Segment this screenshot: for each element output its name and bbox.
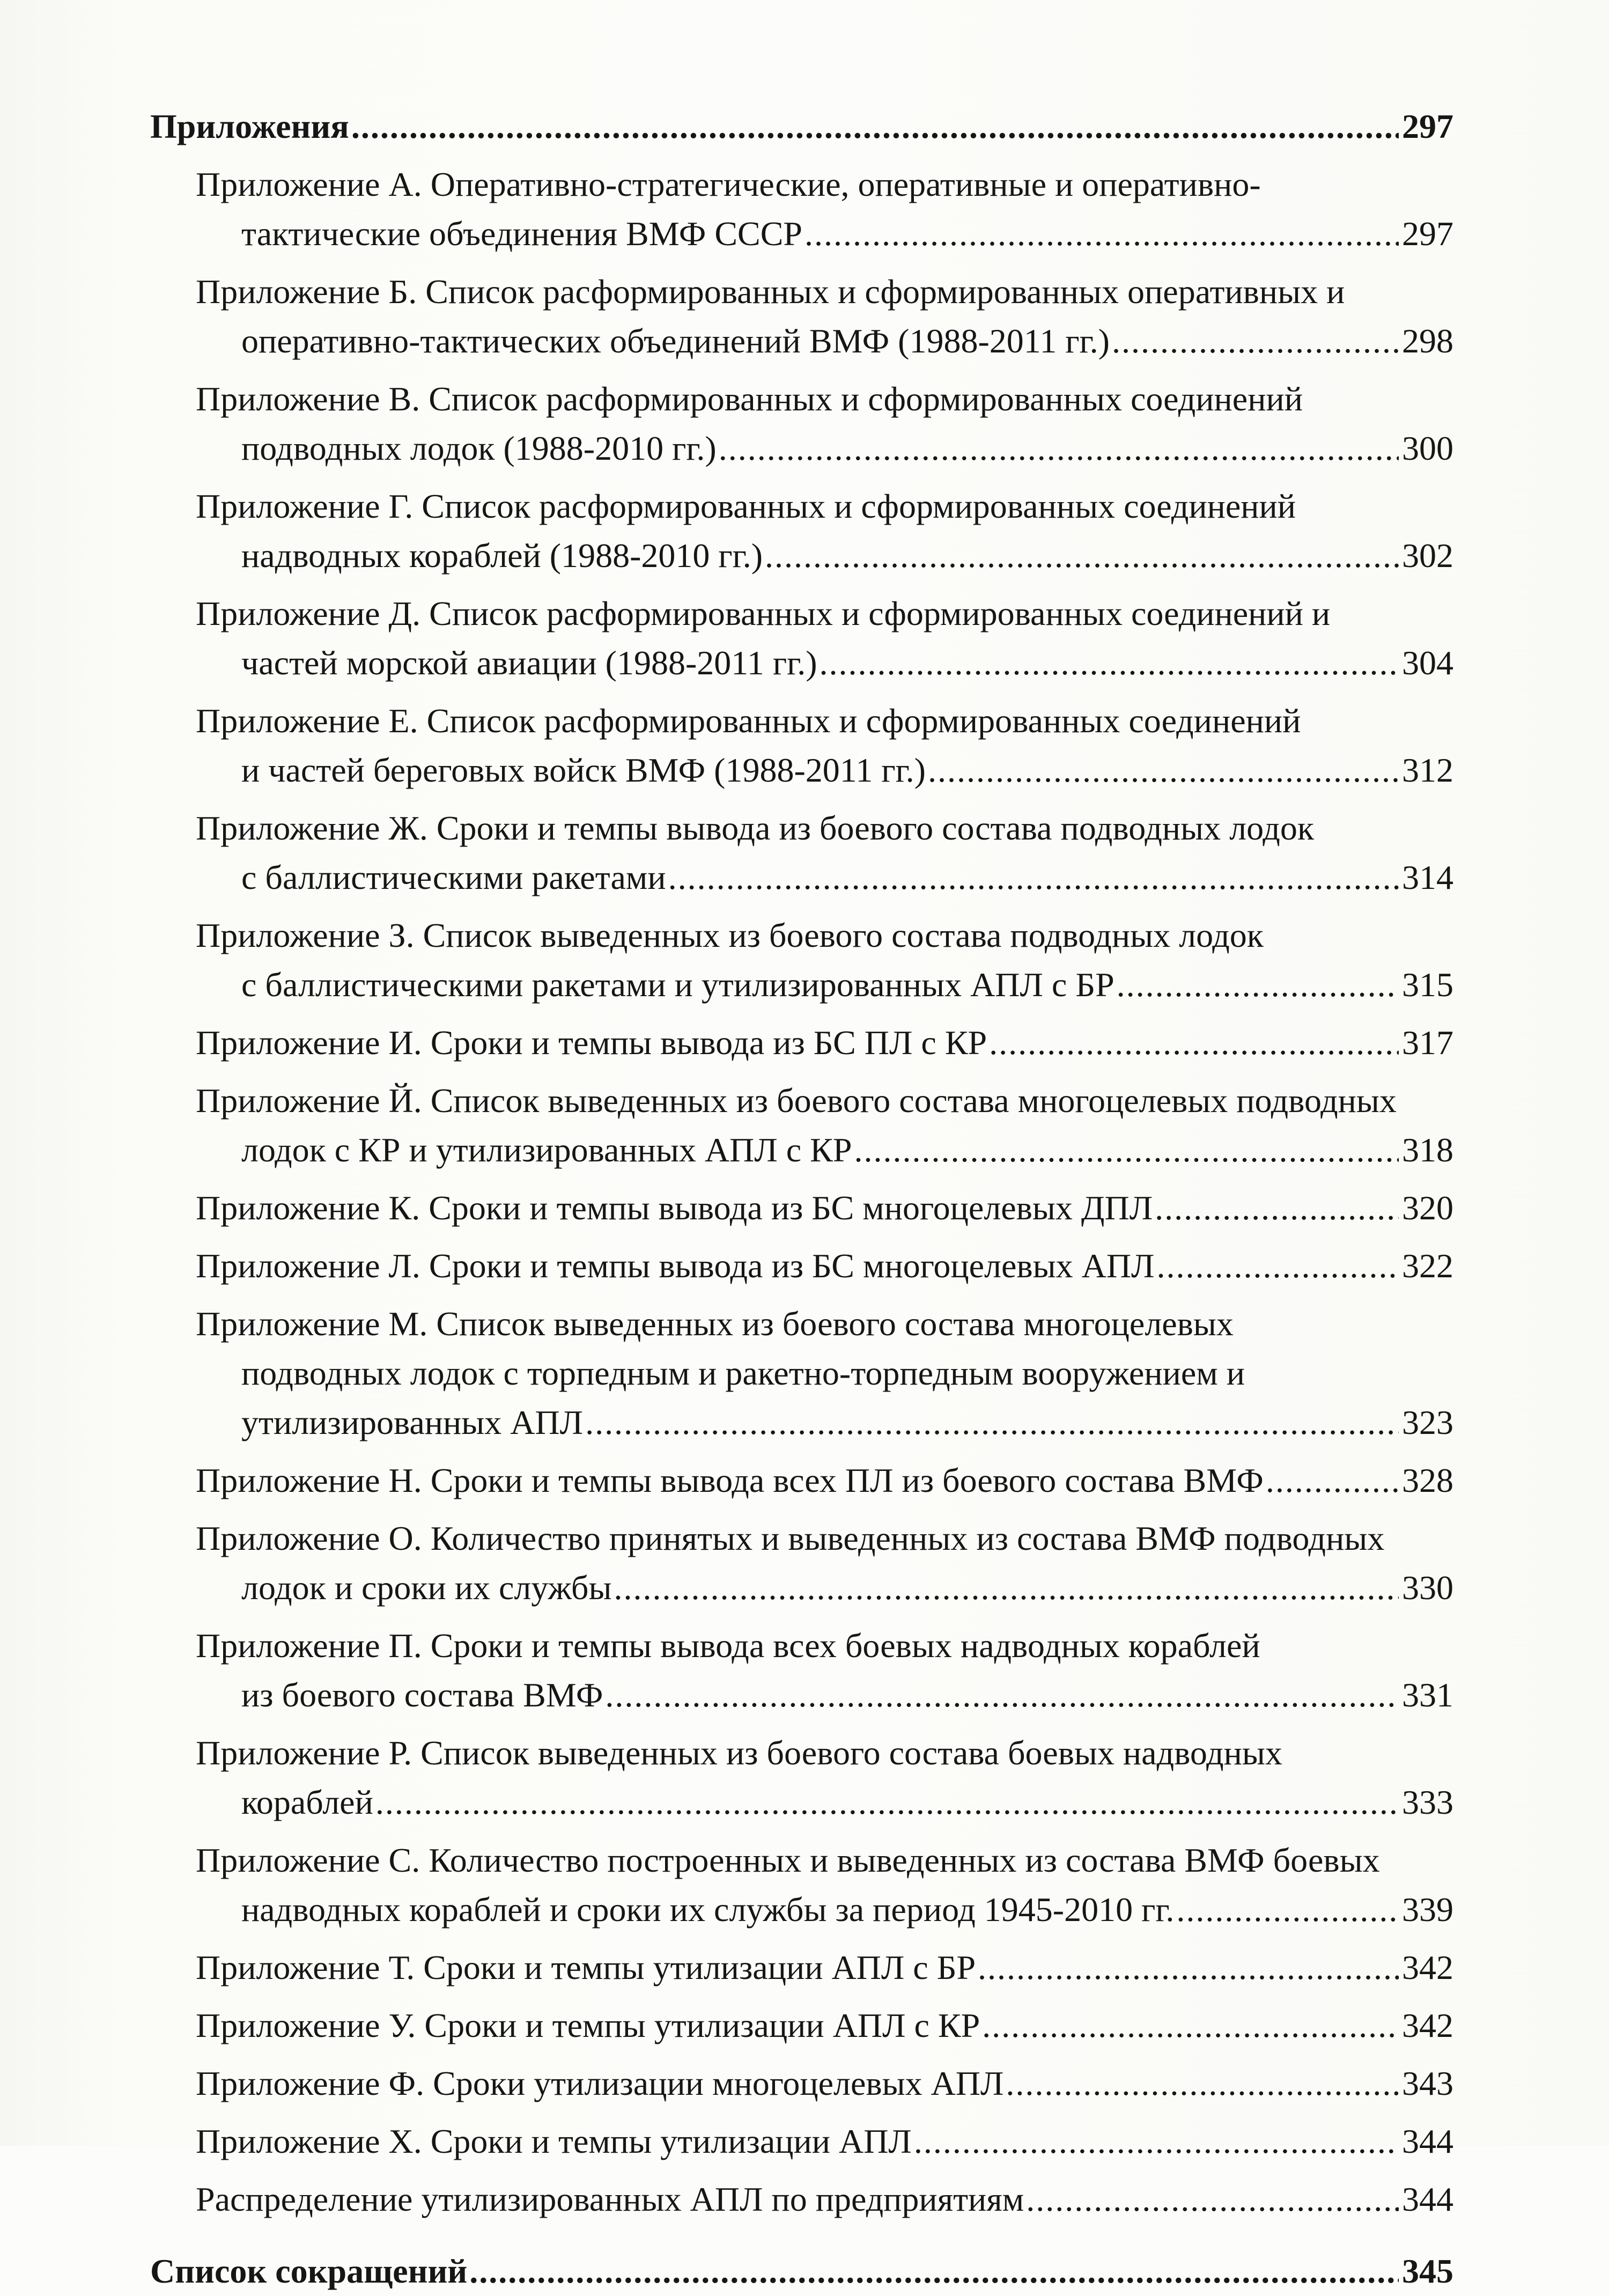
toc-entry-title: из боевого состава ВМФ [241, 1676, 603, 1714]
dot-leader [1026, 2175, 1399, 2224]
dot-leader [989, 1018, 1399, 1068]
dot-leader [614, 1563, 1399, 1613]
toc-entry-appendix[interactable] [150, 1076, 1453, 1175]
toc-entry-appendix[interactable] [150, 374, 1453, 473]
dot-leader [1176, 1885, 1399, 1934]
dot-leader [854, 1125, 1399, 1175]
toc-entry-line: Приложение Р. Список выведенных из боевого состава боевых надводных [196, 1734, 1282, 1772]
dot-leader [765, 531, 1399, 580]
toc-entry-appendix[interactable] [150, 1241, 1453, 1291]
toc-page-number: 344 [1402, 2180, 1453, 2218]
toc-page-number: 331 [1402, 1676, 1453, 1714]
toc-entry-line: Приложение Г. Список расформированных и сформированных соединений [196, 487, 1296, 525]
toc-entry-title: Приложение Н. Сроки и темпы вывода всех ПЛ из боевого состава ВМФ [196, 1461, 1264, 1499]
dot-leader [605, 1671, 1399, 1720]
toc-entry-title: Приложение Х. Сроки и темпы утилизации АПЛ [196, 2122, 912, 2160]
toc-entry-title: Распределение утилизированных АПЛ по предприятиям [196, 2180, 1024, 2218]
dot-leader [1156, 1241, 1399, 1291]
toc-entry-title: надводных кораблей (1988-2010 гг.) [241, 536, 763, 575]
toc-entry-title: Приложение И. Сроки и темпы вывода из БС ПЛ с КР [196, 1024, 987, 1062]
toc-entry-title: с баллистическими ракетами и утилизированных АПЛ с БР [241, 966, 1115, 1004]
toc-page-number: 339 [1402, 1890, 1453, 1929]
toc-entry-line: Приложение А. Оперативно-стратегические, оперативные и оперативно- [196, 165, 1261, 203]
appendix-list [150, 160, 1453, 2166]
toc-page-number: 297 [1402, 107, 1453, 145]
dot-leader [585, 1398, 1399, 1447]
toc-page-number: 315 [1402, 966, 1453, 1004]
toc-section-title: Приложения [150, 107, 349, 145]
toc-entry-title: Приложение Л. Сроки и темпы вывода из БС многоцелевых АПЛ [196, 1247, 1155, 1285]
toc-entry-title: лодок и сроки их службы [241, 1569, 612, 1607]
toc-entry-appendix[interactable] [150, 1621, 1453, 1720]
dot-leader [982, 2001, 1399, 2050]
toc-page-number: 314 [1402, 858, 1453, 896]
dot-leader [978, 1943, 1399, 1992]
dot-leader [719, 424, 1399, 473]
dot-leader [351, 102, 1399, 151]
toc-page-number: 317 [1402, 1024, 1453, 1062]
dot-leader [928, 746, 1399, 795]
toc-entry-appendix[interactable] [150, 1183, 1453, 1233]
toc-entry-title: надводных кораблей и сроки их службы за период 1945-2010 гг. [241, 1890, 1175, 1929]
toc-entry-appendix[interactable] [150, 160, 1453, 259]
toc-page-number: 304 [1402, 644, 1453, 682]
toc-entry-appendix[interactable] [150, 1943, 1453, 1992]
toc-page-number: 320 [1402, 1189, 1453, 1227]
toc-entry-line: Приложение О. Количество принятых и выведенных из состава ВМФ подводных [196, 1519, 1385, 1557]
toc-page-number: 328 [1402, 1461, 1453, 1499]
toc-entry-line: Приложение Е. Список расформированных и сформированных соединений [196, 702, 1301, 740]
toc-entry-line: Приложение З. Список выведенных из боевого состава подводных лодок [196, 916, 1264, 954]
toc-entry-title: Приложение Т. Сроки и темпы утилизации АПЛ с БР [196, 1948, 976, 1986]
toc-entry-distribution[interactable] [150, 2175, 1453, 2224]
toc-entry-appendix[interactable] [150, 1299, 1453, 1447]
dot-leader [1266, 1456, 1399, 1505]
toc-entry-appendix[interactable] [150, 1018, 1453, 1068]
toc-entry-title: тактические объединения ВМФ СССР [241, 215, 802, 253]
toc-section-title: Список сокращений [150, 2252, 468, 2290]
toc-page-number: 322 [1402, 1247, 1453, 1285]
toc-entry-appendix[interactable] [150, 1456, 1453, 1505]
toc-entry-appendix[interactable] [150, 2117, 1453, 2166]
toc-page-number: 344 [1402, 2122, 1453, 2160]
toc-entry-line: Приложение М. Список выведенных из боевого состава многоцелевых [196, 1305, 1234, 1343]
toc-page-number: 312 [1402, 751, 1453, 789]
toc-page-number: 318 [1402, 1131, 1453, 1169]
toc-page-number: 302 [1402, 536, 1453, 575]
dot-leader [914, 2117, 1399, 2166]
toc-entry-title: оперативно-тактических объединений ВМФ (1988-2011 гг.) [241, 322, 1110, 360]
toc-page-number: 298 [1402, 322, 1453, 360]
toc-entry-appendix[interactable] [150, 911, 1453, 1010]
dot-leader [469, 2247, 1399, 2296]
toc-entry-line: Приложение В. Список расформированных и сформированных соединений [196, 380, 1303, 418]
toc-entry-line: Приложение Й. Список выведенных из боевого состава многоцелевых подводных [196, 1081, 1397, 1120]
dot-leader [375, 1778, 1399, 1827]
toc-entry-title: утилизированных АПЛ [241, 1403, 584, 1441]
toc-entry-title: Приложение К. Сроки и темпы вывода из БС многоцелевых ДПЛ [196, 1189, 1153, 1227]
toc-page-number: 345 [1402, 2252, 1453, 2290]
toc-entry-title: подводных лодок (1988-2010 гг.) [241, 429, 717, 467]
toc-entry-appendix[interactable] [150, 696, 1453, 795]
table-of-contents [150, 102, 1453, 2296]
toc-entry-line: Приложение Ж. Сроки и темпы вывода из боевого состава подводных лодок [196, 809, 1314, 847]
toc-entry-appendix[interactable] [150, 804, 1453, 902]
toc-page-number: 333 [1402, 1783, 1453, 1821]
toc-entry-title: и частей береговых войск ВМФ (1988-2011 гг.) [241, 751, 926, 789]
toc-entry-title: с баллистическими ракетами [241, 858, 666, 896]
toc-page-number: 342 [1402, 2006, 1453, 2044]
toc-entry-title: лодок с КР и утилизированных АПЛ с КР [241, 1131, 852, 1169]
dot-leader [820, 638, 1399, 688]
toc-page-number: 300 [1402, 429, 1453, 467]
toc-entry-appendix[interactable] [150, 482, 1453, 580]
toc-page-number: 342 [1402, 1948, 1453, 1986]
toc-entry-line: подводных лодок с торпедным и ракетно-торпедным вооружением и [241, 1354, 1245, 1392]
toc-page-number: 323 [1402, 1403, 1453, 1441]
dot-leader [804, 209, 1399, 259]
toc-entry-title: Приложение У. Сроки и темпы утилизации АПЛ с КР [196, 2006, 980, 2044]
toc-entry-appendix[interactable] [150, 1836, 1453, 1934]
toc-entry-title: Приложение Ф. Сроки утилизации многоцелевых АПЛ [196, 2064, 1004, 2102]
toc-page-number: 297 [1402, 215, 1453, 253]
toc-section-appendices[interactable] [150, 102, 1453, 151]
toc-entry-title: частей морской авиации (1988-2011 гг.) [241, 644, 817, 682]
dot-leader [1155, 1183, 1399, 1233]
dot-leader [1006, 2059, 1399, 2108]
dot-leader [1112, 317, 1399, 366]
toc-entry-line: Приложение Б. Список расформированных и сформированных оперативных и [196, 273, 1345, 311]
toc-page-number: 330 [1402, 1569, 1453, 1607]
toc-page-number: 343 [1402, 2064, 1453, 2102]
toc-section-abbreviations[interactable] [150, 2247, 1453, 2296]
toc-entry-appendix[interactable] [150, 1728, 1453, 1827]
toc-entry-line: Приложение С. Количество построенных и выведенных из состава ВМФ боевых [196, 1841, 1380, 1879]
toc-entry-appendix[interactable] [150, 2059, 1453, 2108]
dot-leader [1117, 960, 1399, 1010]
toc-entry-appendix[interactable] [150, 2001, 1453, 2050]
dot-leader [668, 853, 1399, 902]
toc-entry-appendix[interactable] [150, 1514, 1453, 1613]
toc-entry-line: Приложение Д. Список расформированных и сформированных соединений и [196, 594, 1331, 632]
toc-entry-title: кораблей [241, 1783, 373, 1821]
toc-entry-line: Приложение П. Сроки и темпы вывода всех боевых надводных кораблей [196, 1627, 1260, 1665]
toc-entry-appendix[interactable] [150, 589, 1453, 688]
toc-entry-appendix[interactable] [150, 267, 1453, 366]
